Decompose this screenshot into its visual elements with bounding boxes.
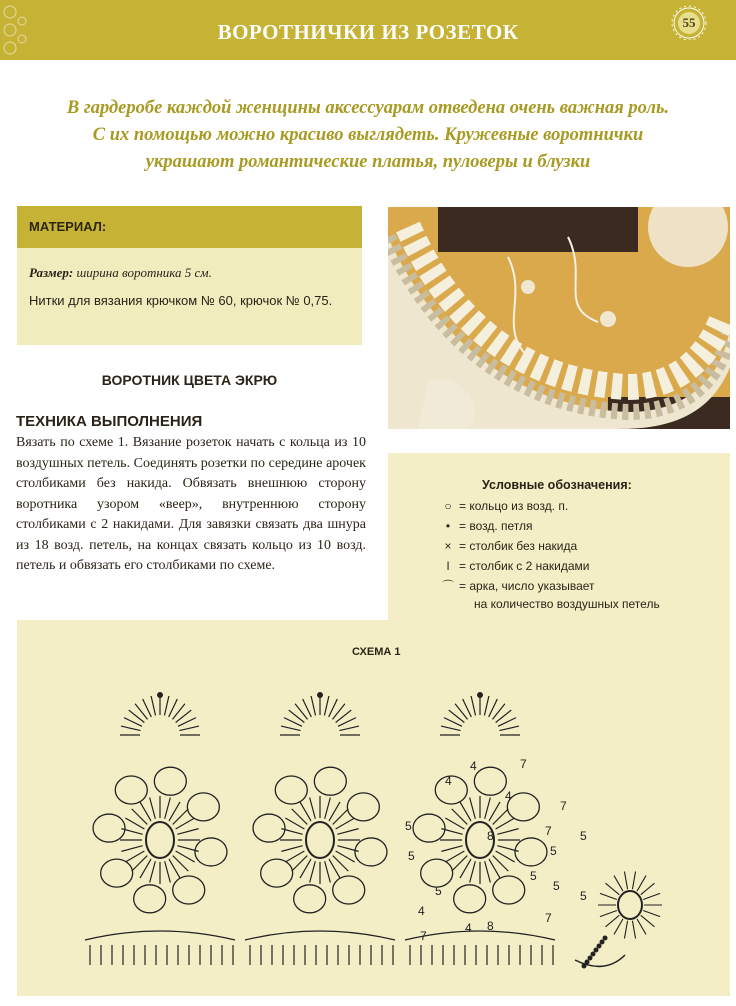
petal-arch — [93, 814, 125, 842]
fan-stitch — [164, 696, 168, 715]
petal-arch — [507, 793, 539, 821]
stitch — [497, 829, 518, 835]
collar-subtitle: ВОРОТНИК ЦВЕТА ЭКРЮ — [101, 372, 278, 388]
tie-stitch — [605, 915, 619, 927]
petal-arch — [355, 838, 387, 866]
arc-number: 4 — [445, 774, 452, 788]
petal-arch — [333, 876, 365, 904]
tie-stitch — [600, 893, 617, 899]
legend-continuation: на количество воздушных петель — [474, 597, 660, 611]
fan-stitch — [179, 726, 198, 730]
petal-arch — [421, 859, 453, 887]
petal-arch — [515, 838, 547, 866]
petal-arch — [134, 885, 166, 913]
stitch — [310, 797, 316, 818]
tie-stitch — [632, 921, 635, 939]
material-heading-bar — [17, 206, 362, 248]
legend-item: ǀ = столбик с 2 накидами — [440, 557, 590, 575]
arch-icon: ⌒ — [441, 579, 454, 593]
arc-number: 5 — [405, 819, 412, 833]
material-panel — [17, 248, 362, 345]
tie-stitch — [637, 876, 646, 892]
lead-line: украшают романтические платья, пуловеры и блузки — [145, 152, 591, 172]
tie-stitch — [643, 910, 660, 916]
tie-stitch — [624, 872, 627, 890]
bottom-arch — [245, 931, 395, 940]
petal-arch — [474, 767, 506, 795]
arc-number: 7 — [545, 911, 552, 925]
fan-stitch — [441, 726, 460, 730]
lead-line: С их помощью можно красиво выглядеть. Кружевные воротнички — [92, 125, 644, 145]
arc-number: 5 — [580, 829, 587, 843]
arc-number: 7 — [545, 824, 552, 838]
collar-photo — [388, 207, 730, 429]
petal-arch — [347, 793, 379, 821]
chain-dot — [600, 940, 605, 945]
bottom-arch — [85, 931, 235, 940]
arc-number: 7 — [420, 929, 427, 943]
size-label: Размер: — [29, 265, 74, 280]
tie-ring — [618, 891, 642, 919]
page-number-badge — [662, 4, 714, 40]
scheme-label: СХЕМА 1 — [352, 646, 401, 658]
fan-stitch — [281, 726, 300, 730]
fan-stitch — [499, 726, 518, 730]
tie-stitch — [614, 876, 623, 892]
cross-icon: × — [444, 539, 452, 553]
stitch — [441, 846, 462, 852]
arc-number: 5 — [435, 884, 442, 898]
petal-arch — [275, 776, 307, 804]
arc-number: 4 — [470, 759, 477, 773]
fan-stitch — [471, 696, 475, 715]
material-heading: МАТЕРИАЛ: — [29, 219, 107, 234]
arc-number: 5 — [408, 849, 415, 863]
crochet-diagram — [75, 690, 675, 990]
arc-number: 5 — [550, 844, 557, 858]
stitch — [337, 829, 358, 835]
fan-stitch — [324, 696, 328, 715]
legend-item: • = возд. петля — [440, 517, 533, 535]
chain-dot — [591, 952, 596, 957]
arc-number: 4 — [418, 904, 425, 918]
technique-text: Вязать по схеме 1. Вязание розеток начать с кольца из 10 воздушных петель. Соединять розетки по середине арочек столбиками без накида. Обвязать внешнюю сторону воротника узором «веер», внутреннюю сторону столбиками с 2 накидами. Для завязки связать два шнура из 18 возд. петель, на концах связать кольцо из 10 возд. петель и обвязать его столбиками по схеме. — [16, 435, 366, 573]
legend-item: × = столбик без накида — [440, 537, 577, 555]
legend-item: ○ = кольцо из возд. п. — [440, 497, 568, 515]
stitch — [177, 829, 198, 835]
tie-stitch — [637, 919, 646, 935]
center-ring — [306, 822, 334, 858]
size-line — [29, 262, 212, 283]
stitch — [121, 846, 142, 852]
stitch — [165, 797, 171, 818]
arc-number: 5 — [530, 869, 537, 883]
stitch — [285, 851, 304, 862]
fan-stitch — [311, 696, 315, 715]
arc-number: 8 — [487, 829, 494, 843]
stitch — [281, 846, 302, 852]
double-crochet-icon: ǀ — [446, 559, 450, 573]
petal-arch — [154, 767, 186, 795]
petal-arch — [454, 885, 486, 913]
tie-stitch — [614, 919, 623, 935]
stitch — [485, 861, 491, 882]
fan-stitch — [339, 726, 358, 730]
fan-stitch — [121, 726, 140, 730]
stitch — [125, 818, 144, 829]
tie-stitch — [641, 915, 655, 927]
arc-number: 7 — [560, 799, 567, 813]
center-ring — [146, 822, 174, 858]
stitch — [285, 818, 304, 829]
stitch — [176, 818, 195, 829]
bottom-arch — [405, 931, 555, 940]
page-number: 55 — [678, 12, 700, 34]
arc-number: 8 — [487, 919, 494, 933]
fan-stitch — [151, 696, 155, 715]
petal-arch — [261, 859, 293, 887]
petal-arch — [253, 814, 285, 842]
stitch — [165, 861, 171, 882]
stitch — [325, 861, 331, 882]
petal-arch — [115, 776, 147, 804]
stitch — [336, 851, 355, 862]
stitch — [470, 797, 476, 818]
stitch — [310, 861, 316, 882]
stitch — [150, 861, 156, 882]
tie-stitch — [641, 883, 655, 895]
tie-stitch — [605, 883, 619, 895]
stitch — [150, 797, 156, 818]
chain-dot — [603, 936, 608, 941]
tie-stitch — [632, 872, 635, 890]
stitch — [336, 818, 355, 829]
arc-number: 5 — [580, 889, 587, 903]
yarn-info: Нитки для вязания крючком № 60, крючок № 0,75. — [29, 293, 333, 308]
page-title: ВОРОТНИЧКИ ИЗ РОЗЕТОК — [217, 20, 519, 44]
legend-title: Условные обозначения: — [482, 478, 632, 492]
stitch — [176, 851, 195, 862]
page-header — [0, 0, 736, 60]
lead-line: В гардеробе каждой женщины аксессуарам отведена очень важная роль. — [66, 98, 670, 118]
stitch — [445, 818, 464, 829]
tie-stitch — [600, 910, 617, 916]
stitch — [125, 851, 144, 862]
arc-number: 5 — [553, 879, 560, 893]
chain-dot — [477, 692, 483, 698]
petal-arch — [195, 838, 227, 866]
chain-dot — [588, 956, 593, 961]
petal-arch — [314, 767, 346, 795]
petal-arch — [101, 859, 133, 887]
stitch — [470, 861, 476, 882]
chain-dot — [597, 944, 602, 949]
fan-stitch — [484, 696, 488, 715]
petal-arch — [187, 793, 219, 821]
arc-number: 4 — [465, 921, 472, 935]
lead-paragraph — [10, 95, 726, 176]
legend-item: ⌒ = арка, число указывает — [441, 579, 595, 593]
petal-arch — [294, 885, 326, 913]
tie-stitch — [624, 921, 627, 939]
stitch — [325, 797, 331, 818]
stitch — [485, 797, 491, 818]
chain-dot — [317, 692, 323, 698]
petal-arch — [493, 876, 525, 904]
chain-dot-icon: • — [445, 519, 451, 533]
stitch — [445, 851, 464, 862]
stitch — [496, 818, 515, 829]
ring-icon: ○ — [444, 499, 452, 513]
tie-stitch — [643, 893, 660, 899]
petal-arch — [173, 876, 205, 904]
arc-number: 4 — [505, 789, 512, 803]
chain-dot — [594, 948, 599, 953]
size-value: ширина воротника 5 см. — [73, 265, 212, 280]
stitch — [496, 851, 515, 862]
petal-arch — [413, 814, 445, 842]
arc-number: 7 — [520, 757, 527, 771]
chain-dot — [157, 692, 163, 698]
technique-heading: ТЕХНИКА ВЫПОЛНЕНИЯ — [16, 413, 203, 430]
